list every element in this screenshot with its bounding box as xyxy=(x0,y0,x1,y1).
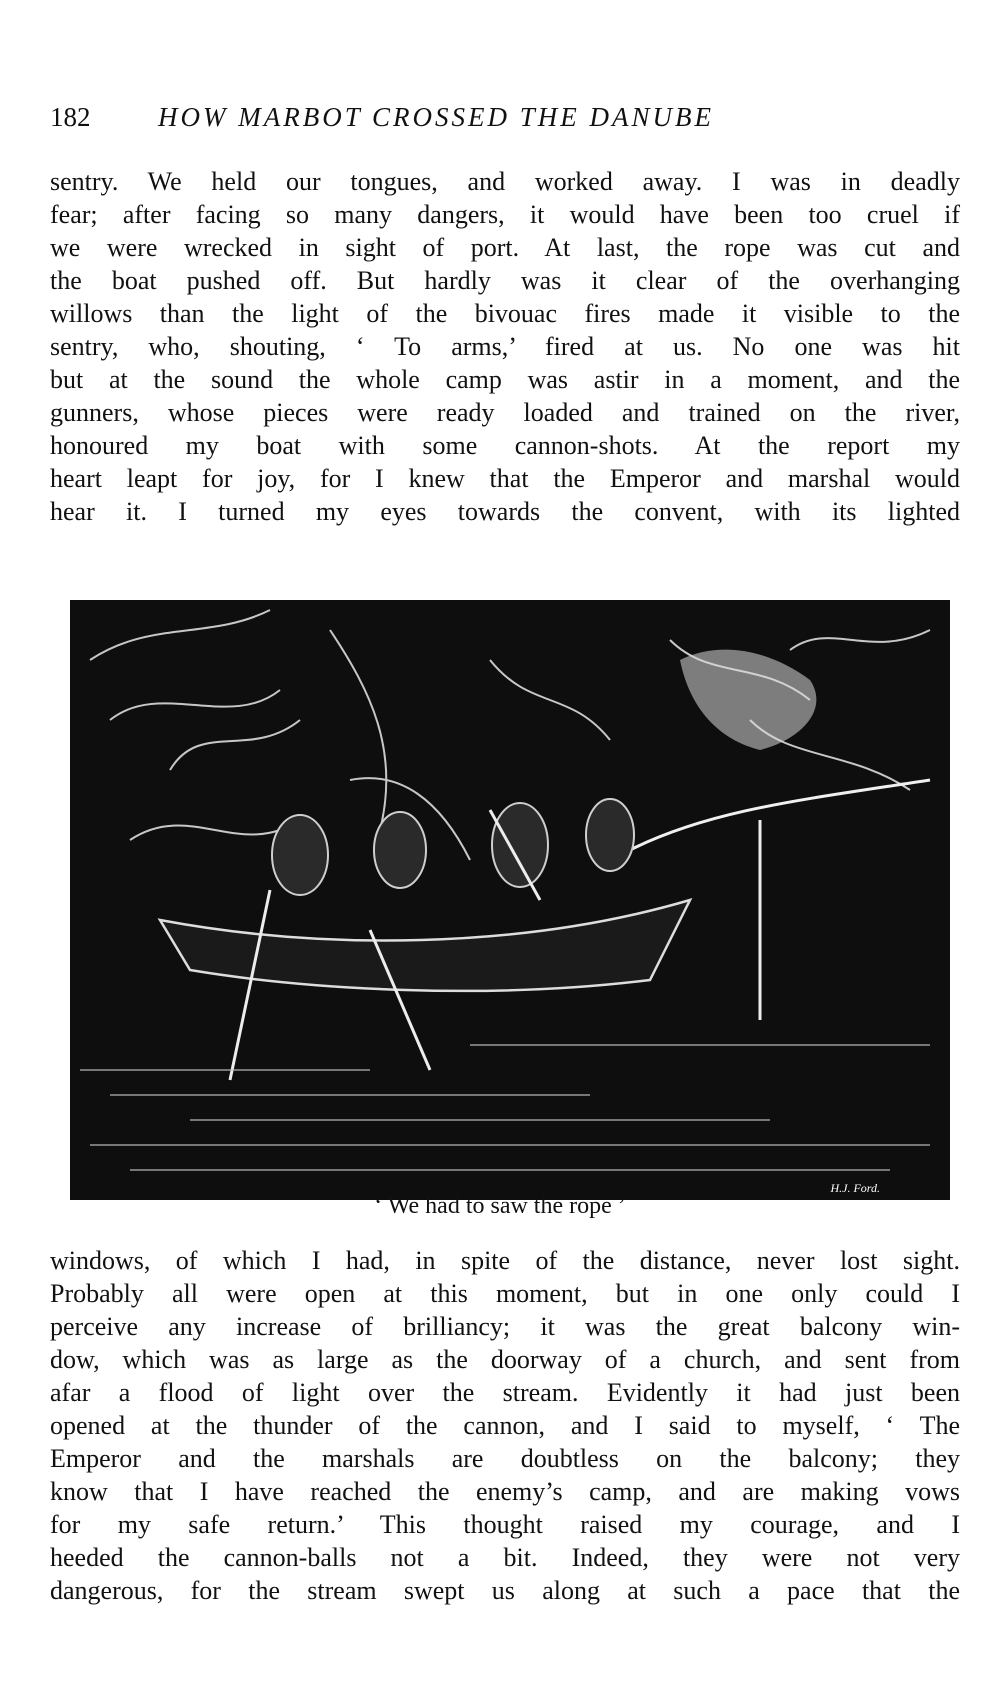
text-line: hear it. I turned my eyes towards the convent, with its lighted xyxy=(50,497,960,526)
text-line: heeded the cannon-balls not a bit. Indeed, they were not very xyxy=(50,1543,960,1572)
page-header xyxy=(50,98,960,138)
text-line: fear; after facing so many dangers, it would have been too cruel if xyxy=(50,200,960,229)
text-line: sentry. We held our tongues, and worked away. I was in deadly xyxy=(50,167,960,196)
illustrator-signature: H.J. Ford. xyxy=(830,1181,880,1195)
text-line: Emperor and the marshals are doubtless on the balcony; they xyxy=(50,1444,960,1473)
text-line: gunners, whose pieces were ready loaded and trained on the river, xyxy=(50,398,960,427)
text-line: opened at the thunder of the cannon, and I said to myself, ‘ The xyxy=(50,1411,960,1440)
text-line: heart leapt for joy, for I knew that the Emperor and marshal would xyxy=(50,464,960,493)
text-line: willows than the light of the bivouac fires made it visible to the xyxy=(50,299,960,328)
text-line: for my safe return.’ This thought raised my courage, and I xyxy=(50,1510,960,1539)
page-number: 182 xyxy=(50,102,91,132)
text-line: sentry, who, shouting, ‘ To arms,’ fired at us. No one was hit xyxy=(50,332,960,361)
illustration-caption: ‘ We had to saw the rope ’ xyxy=(374,1193,626,1219)
text-line: know that I have reached the enemy’s camp, and are making vows xyxy=(50,1477,960,1506)
text-line: Probably all were open at this moment, but in one only could I xyxy=(50,1279,960,1308)
body-text-bottom xyxy=(50,1244,960,1607)
text-line: dangerous, for the stream swept us along at such a pace that the xyxy=(50,1576,960,1605)
text-line: perceive any increase of brilliancy; it was the great balcony win- xyxy=(50,1312,960,1341)
text-line: dow, which was as large as the doorway of a church, and sent from xyxy=(50,1345,960,1374)
text-line: we were wrecked in sight of port. At last, the rope was cut and xyxy=(50,233,960,262)
body-text-top xyxy=(50,165,960,528)
text-line: afar a flood of light over the stream. Evidently it had just been xyxy=(50,1378,960,1407)
text-line: honoured my boat with some cannon-shots. At the report my xyxy=(50,431,960,460)
running-head: HOW MARBOT CROSSED THE DANUBE xyxy=(158,102,714,132)
boat-illustration xyxy=(70,600,950,1200)
text-line: windows, of which I had, in spite of the distance, never lost sight. xyxy=(50,1246,960,1275)
illustration-drawing xyxy=(70,600,950,1200)
text-line: the boat pushed off. But hardly was it clear of the overhanging xyxy=(50,266,960,295)
text-line: but at the sound the whole camp was astir in a moment, and the xyxy=(50,365,960,394)
